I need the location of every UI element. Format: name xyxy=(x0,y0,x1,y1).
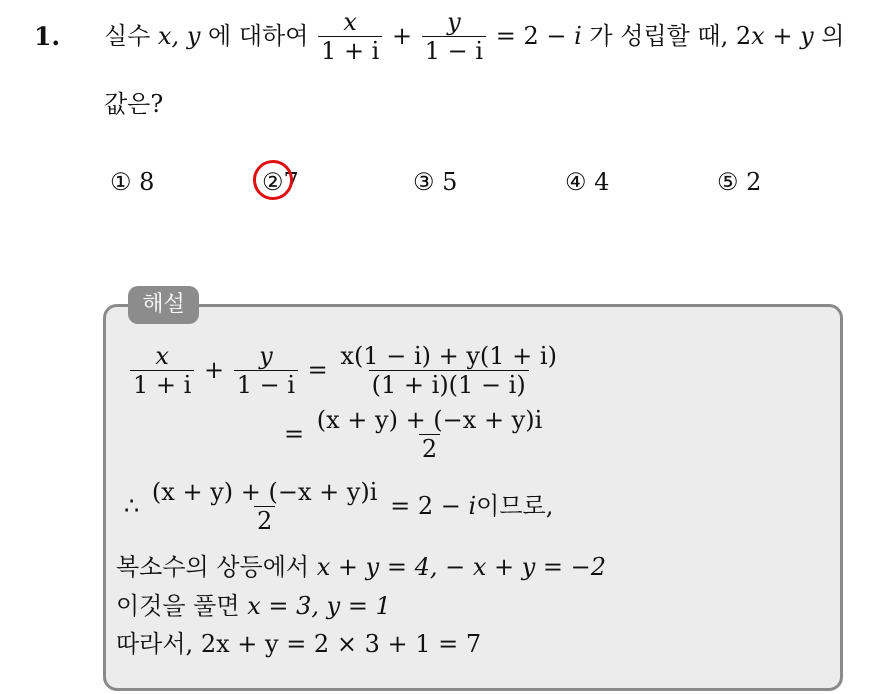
question-prefix: 실수 xyxy=(104,21,151,50)
solution-line-5: 이것을 풀면 x = 3, y = 1 xyxy=(116,592,391,620)
question-possessive: 의 xyxy=(821,21,845,50)
target-expression: 2x + y xyxy=(735,21,814,50)
question-line-1 xyxy=(104,10,844,65)
question-holds: 가 성립할 때, xyxy=(589,21,729,50)
solution-line-6: 따라서, 2x + y = 2 × 3 + 1 = 7 xyxy=(116,630,482,658)
solution-line-4: 복소수의 상등에서 x + y = 4, − x + y = −2 xyxy=(116,553,607,581)
solution-line-3: ∴ $\frac{(x + y) + (-x + y)i}{2}$ = 2 − i이므로, xyxy=(124,478,554,536)
question-line-2: 값은? xyxy=(104,90,164,118)
fraction-combined: $\frac{x(1 - i) + y(1 + i)}{(1 + i)(1 - i)}$ xyxy=(340,342,557,400)
plus-sign: + xyxy=(392,21,413,50)
choice-2[interactable]: ②7 xyxy=(262,168,299,196)
fraction-y-over-1-minus-i: $\frac{y}{1 - i}$ xyxy=(234,344,298,399)
imaginary-unit: i xyxy=(574,21,582,50)
var-y: y xyxy=(186,21,201,50)
choice-3[interactable]: ③ 5 xyxy=(413,168,458,196)
choice-5[interactable]: ⑤ 2 xyxy=(717,168,762,196)
solution-line-2: = $\frac{(x + y) + (-x + y)i}{2}$ xyxy=(284,408,547,463)
choice-4[interactable]: ④ 4 xyxy=(565,168,610,196)
equation-rhs: = 2 − xyxy=(495,21,575,50)
question-about: 에 대하여 xyxy=(208,21,309,50)
choice-1[interactable]: ① 8 xyxy=(110,168,155,196)
fraction-result: $\frac{(x + y) + (-x + y)i}{2}$ xyxy=(151,478,378,536)
fraction-x-over-1-plus-i: $\frac{x}{1 + i}$ xyxy=(130,344,194,399)
therefore-symbol: ∴ xyxy=(124,491,140,520)
question-number: 1. xyxy=(34,22,61,51)
var-x: x, xyxy=(158,21,180,50)
fraction-y-over-1-minus-i: $\frac{y}{1 - i}$ xyxy=(422,10,486,65)
fraction-x-over-1-plus-i: $\frac{x}{1 + i}$ xyxy=(318,10,382,65)
solution-line-1: $\frac{x}{1 + i}$ + $\frac{y}{1 - i}$ = $\frac{x(1 - i) + y(1 + i)}{(1 + i)(1 - i)}$ xyxy=(128,344,562,399)
solution-tag: 해설 xyxy=(128,286,199,324)
fraction-simplified: $\frac{(x + y) + (-x + y)i}{2}$ xyxy=(316,406,543,464)
